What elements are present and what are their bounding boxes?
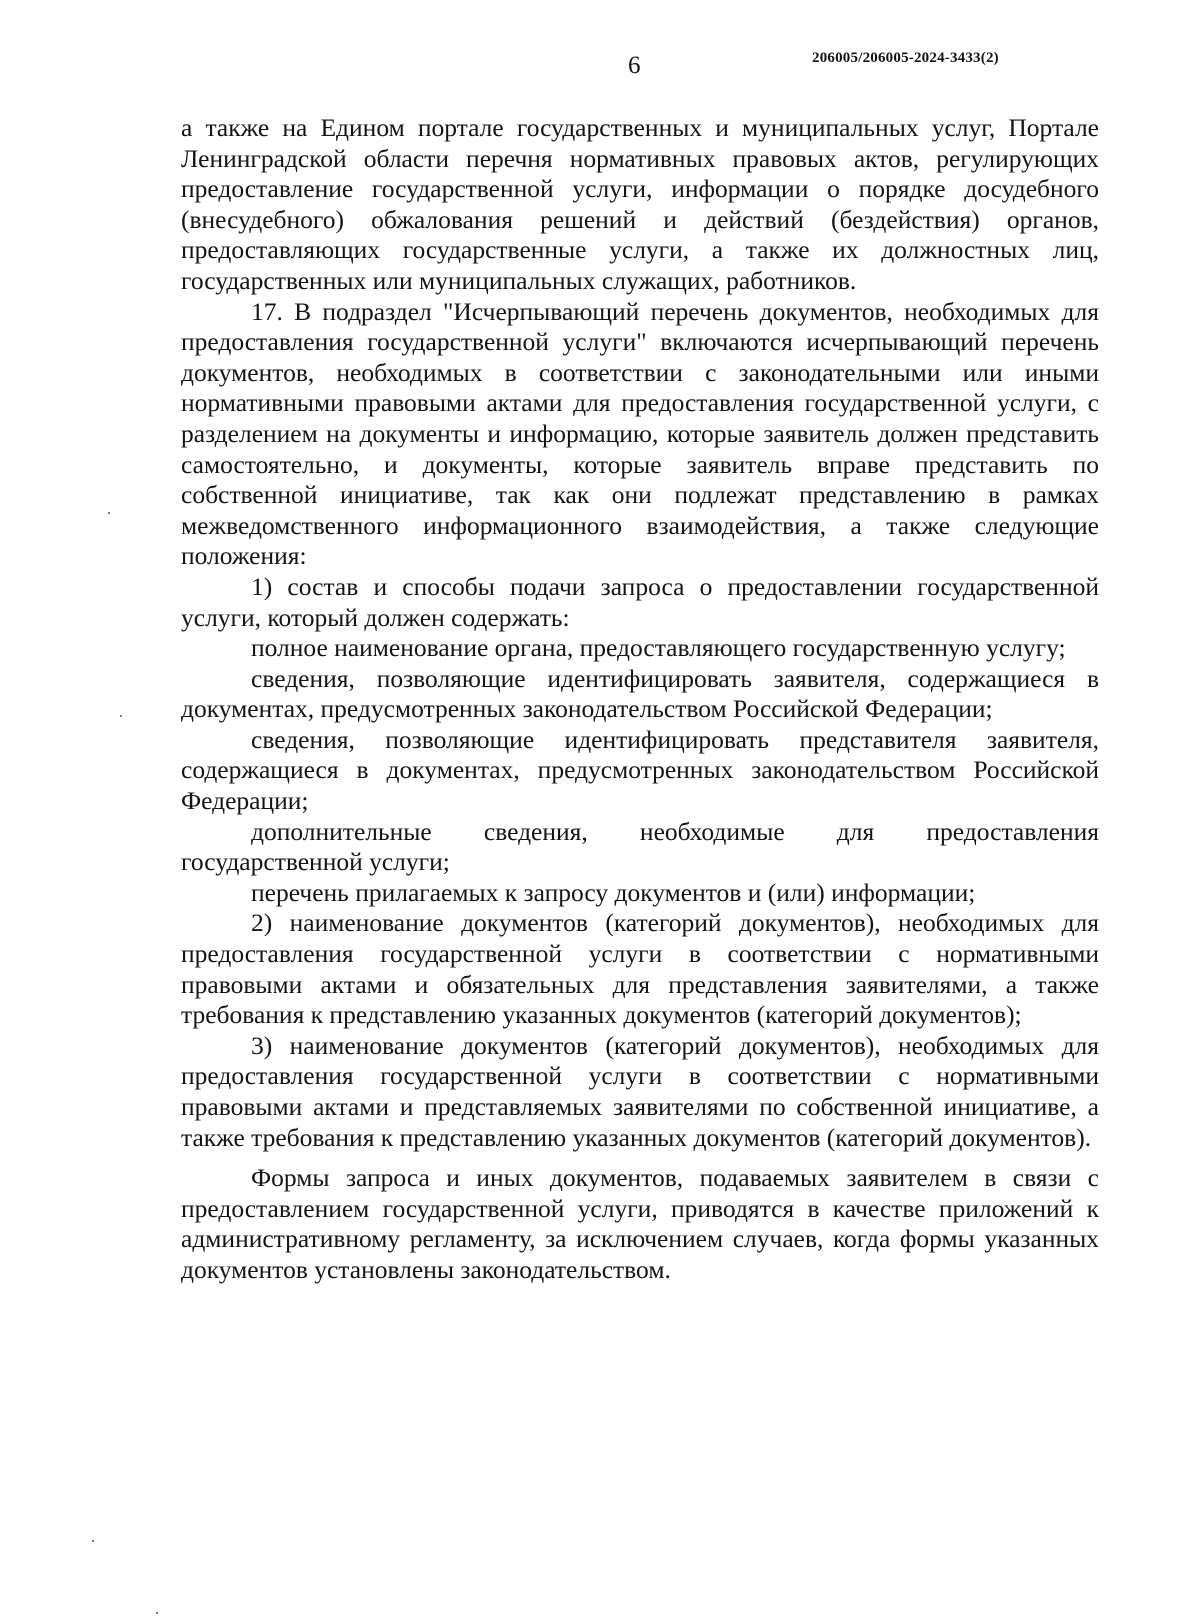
paragraph-applicant-info: сведения, позволяющие идентифицировать заявителя, содержащиеся в документах, предусмотренных законодательством Российской Федерации; bbox=[181, 663, 1099, 724]
paragraph-item-17: 17. В подраздел "Исчерпывающий перечень документов, необходимых для предоставления государственной услуги" включаются исчерпывающий перечень документов, необходимых в соответствии с законодательными или иными нормативными правовыми актами для предоставления государственной услуги, с разделением на документы и информацию, которые заявитель должен представить самостоятельно, и документы, которые заявитель вправе представить по собственной инициативе, так как они подлежат представлению в рамках межведомственного информационного взаимодействия, а также следующие положения: bbox=[181, 296, 1099, 571]
paragraph-subitem-1: 1) состав и способы подачи запроса о предоставлении государственной услуги, который должен содержать: bbox=[181, 571, 1099, 632]
scan-speck bbox=[156, 1612, 158, 1614]
document-id: 206005/206005-2024-3433(2) bbox=[812, 50, 999, 66]
paragraph-continuation: а также на Едином портале государственных и муниципальных услуг, Портале Ленинградской области перечня нормативных правовых актов, регулирующих предоставление государственной услуги, информации о порядке досудебного (внесудебного) обжалования решений и действий (бездействия) органов, предоставляющих государственные услуги, а также их должностных лиц, государственных или муниципальных служащих, работников. bbox=[181, 113, 1099, 295]
scan-speck bbox=[92, 1540, 94, 1542]
paragraph-representative-info: сведения, позволяющие идентифицировать представителя заявителя, содержащиеся в документах, предусмотренных законодательством Российской Федерации; bbox=[181, 724, 1099, 816]
paragraph-additional-info: дополнительные сведения, необходимые для предоставления государственной услуги; bbox=[181, 816, 1099, 877]
paragraph-agency-name: полное наименование органа, предоставляющего государственную услугу; bbox=[251, 633, 1066, 663]
scan-speck bbox=[120, 715, 122, 717]
paragraph-request-forms: Формы запроса и иных документов, подаваемых заявителем в связи с предоставлением государственной услуги, приводятся в качестве приложений к административному регламенту, за исключением случаев, когда формы указанных документов установлены законодательством. bbox=[181, 1163, 1099, 1284]
page-number: 6 bbox=[628, 52, 641, 79]
scan-speck bbox=[108, 512, 110, 514]
paragraph-subitem-2: 2) наименование документов (категорий документов), необходимых для предоставления государственной услуги в соответствии с нормативными правовыми актами и обязательных для представления заявителями, а также требования к представлению указанных документов (категорий документов); bbox=[181, 908, 1099, 1030]
document-body bbox=[181, 113, 1099, 1286]
paragraph-subitem-3: 3) наименование документов (категорий документов), необходимых для предоставления государственной услуги в соответствии с нормативными правовыми актами и представляемых заявителями по собственной инициативе, а также требования к представлению указанных документов (категорий документов). bbox=[181, 1030, 1099, 1152]
paragraph-attachments-list: перечень прилагаемых к запросу документов и (или) информации; bbox=[251, 877, 976, 907]
